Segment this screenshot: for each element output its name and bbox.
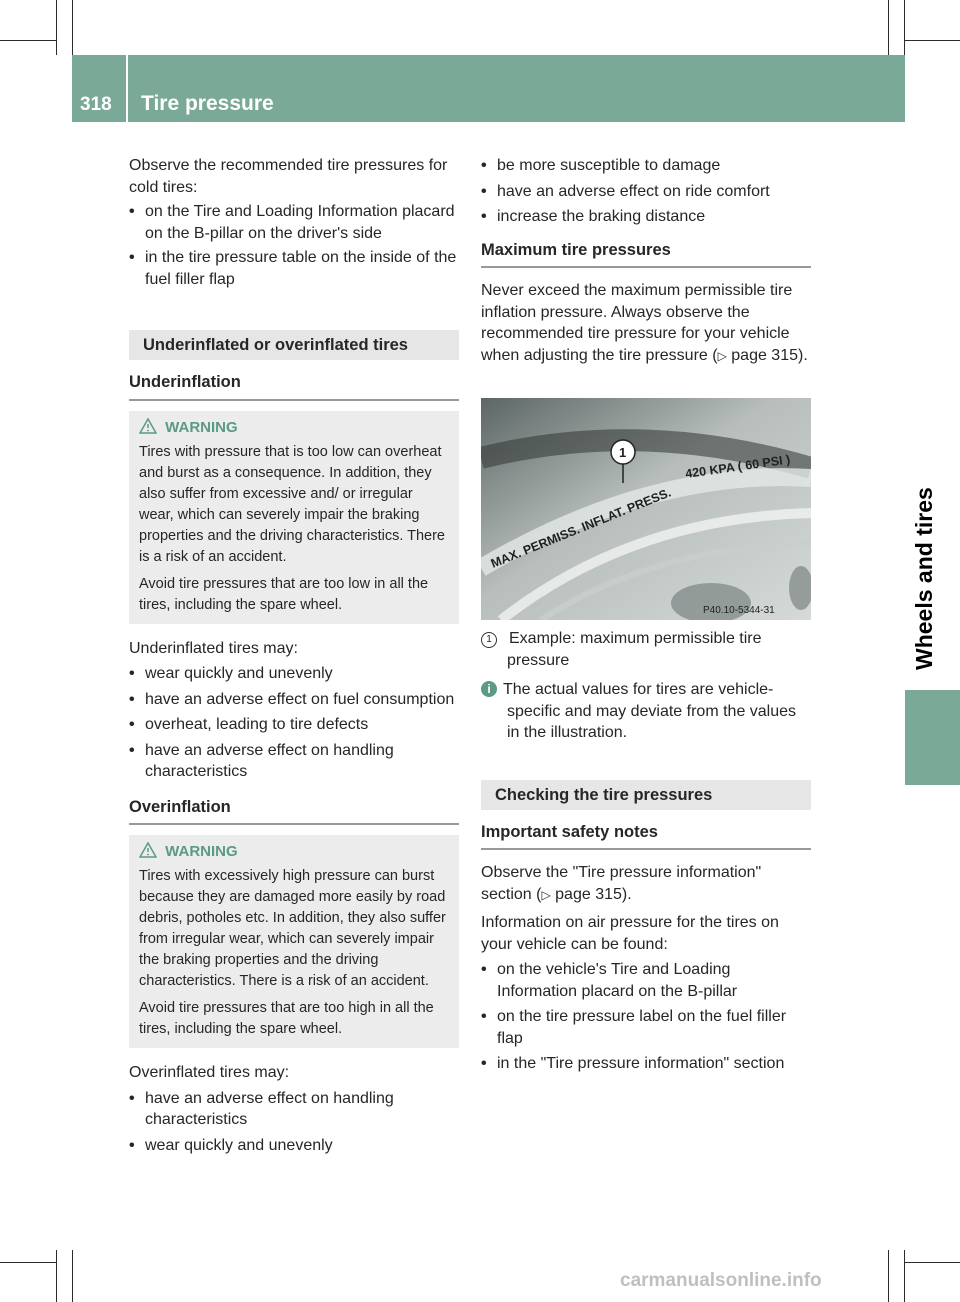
crop-mark — [905, 40, 960, 41]
warning-title-text: WARNING — [165, 843, 238, 860]
observe-text — [481, 862, 811, 906]
crop-mark — [72, 1250, 73, 1302]
crop-mark — [56, 1250, 57, 1302]
page-ref-arrow-icon: ▷ — [541, 887, 551, 902]
list-item: • in the "Tire pressure information" section — [481, 1053, 811, 1075]
tire-pressure-value: 420 KPA ( 60 PSI ) — [684, 452, 791, 481]
side-tab — [905, 55, 960, 785]
right-column-bottom — [481, 628, 811, 1075]
photo-code: P40.10-5344-31 — [703, 605, 775, 616]
subheading-underinflation: Underinflation — [129, 372, 459, 401]
warning-text: Tires with pressure that is too low can overheat and burst as a consequence. In addition, they also suffer from excessive and/ or irregular wear, which can severely impair the braking properties and the driving characteristics. There is a risk of an accident. — [139, 443, 445, 565]
warning-box — [129, 411, 459, 624]
watermark: carmanualsonline.info — [620, 1270, 822, 1291]
crop-mark — [56, 0, 57, 55]
observe-text-body: Observe the "Tire pressure information" section ( — [481, 864, 762, 903]
list-item: • have an adverse effect on handling characteristics — [129, 1088, 459, 1131]
page-ref-arrow-icon: ▷ — [717, 348, 727, 363]
warning-text: Tires with excessively high pressure can burst because they are damaged more easily by road debris, potholes etc. In addition, they also suffer from irregular wear, which can severely impair the braking properties and the driving characteristics. There is a risk of an accident. — [139, 868, 446, 989]
page-ref-link[interactable]: page 315). — [731, 346, 808, 364]
caption-number: 1 — [481, 632, 497, 648]
warning-triangle-icon — [139, 418, 157, 434]
under-lead: Underinflated tires may: — [129, 639, 298, 657]
intro-text: Observe the recommended tire pressures for cold tires: — [129, 157, 448, 196]
crop-mark — [72, 0, 73, 55]
list-item: • on the Tire and Loading Information placard on the B-pillar on the driver's side — [129, 201, 459, 244]
callout-number: 1 — [619, 445, 627, 460]
right-column-top — [481, 155, 811, 367]
side-tab-label: Wheels and tires — [911, 487, 937, 670]
list-item: • wear quickly and unevenly — [129, 663, 459, 685]
subheading-safety: Important safety notes — [481, 822, 811, 851]
max-text: Never exceed the maximum permissible tire inflation pressure. Always observe the recommended tire pressure for your vehicle when adjusting the tire pressure (▷ page 315). — [481, 282, 808, 364]
over-lead: Overinflated tires may: — [129, 1064, 290, 1081]
subheading-overinflation: Overinflation — [129, 797, 459, 826]
caption — [481, 628, 811, 671]
list-item: • on the vehicle's Tire and Loading Information placard on the B-pillar — [481, 959, 811, 1002]
list-item: • have an adverse effect on handling characteristics — [129, 740, 459, 783]
tire-photo — [481, 398, 811, 620]
crop-mark — [888, 0, 889, 55]
section-title: Tire pressure — [141, 92, 274, 115]
warning-title — [139, 841, 449, 862]
info-icon: i — [481, 681, 497, 697]
crop-mark — [0, 1262, 56, 1263]
page-number: 318 — [80, 94, 112, 115]
warning-title — [139, 417, 449, 438]
list-item: • increase the braking distance — [481, 206, 811, 228]
page-ref-link[interactable]: page 315). — [555, 885, 632, 903]
crop-mark — [904, 1250, 905, 1302]
list-item: • be more susceptible to damage — [481, 155, 811, 177]
crop-mark — [905, 1262, 960, 1263]
caption-text: Example: maximum permissible tire pressure — [507, 630, 762, 669]
warning-triangle-icon — [139, 842, 157, 858]
section-heading: Underinflated or overinflated tires — [129, 330, 459, 360]
list-item: • on the tire pressure label on the fuel filler flap — [481, 1006, 811, 1049]
tire-sidewall-text: MAX. PERMISS. INFLAT. PRESS. — [488, 485, 673, 571]
subheading-max-pressure: Maximum tire pressures — [481, 240, 811, 269]
left-column — [129, 155, 459, 1156]
list-item: • in the tire pressure table on the inside of the fuel filler flap — [129, 247, 459, 290]
warning-text: Avoid tire pressures that are too low in all the tires, including the spare wheel. — [139, 575, 429, 613]
crop-mark — [888, 1250, 889, 1302]
header-divider — [126, 55, 128, 122]
found-text: Information on air pressure for the tires on your vehicle can be found: — [481, 914, 779, 953]
tire-illustration — [481, 398, 811, 620]
warning-title-text: WARNING — [165, 418, 238, 436]
crop-mark — [904, 0, 905, 55]
info-text: The actual values for tires are vehicle-specific and may deviate from the values in the illustration. — [503, 681, 797, 741]
info-note — [481, 679, 811, 744]
section-heading: Checking the tire pressures — [481, 780, 811, 810]
warning-box — [129, 835, 459, 1048]
warning-text: Avoid tire pressures that are too high in all the tires, including the spare wheel. — [139, 1000, 434, 1037]
list-item: • wear quickly and unevenly — [129, 1135, 459, 1157]
list-item: • overheat, leading to tire defects — [129, 714, 459, 736]
list-item: • have an adverse effect on fuel consumption — [129, 689, 459, 711]
max-text-body: Never exceed the maximum permissible tire inflation pressure. Always observe the recommended tire pressure for your vehicle when adjusting the tire pressure — [481, 282, 793, 364]
list-item: • have an adverse effect on ride comfort — [481, 181, 811, 203]
crop-mark — [0, 40, 56, 41]
side-tab-marker — [905, 690, 960, 785]
